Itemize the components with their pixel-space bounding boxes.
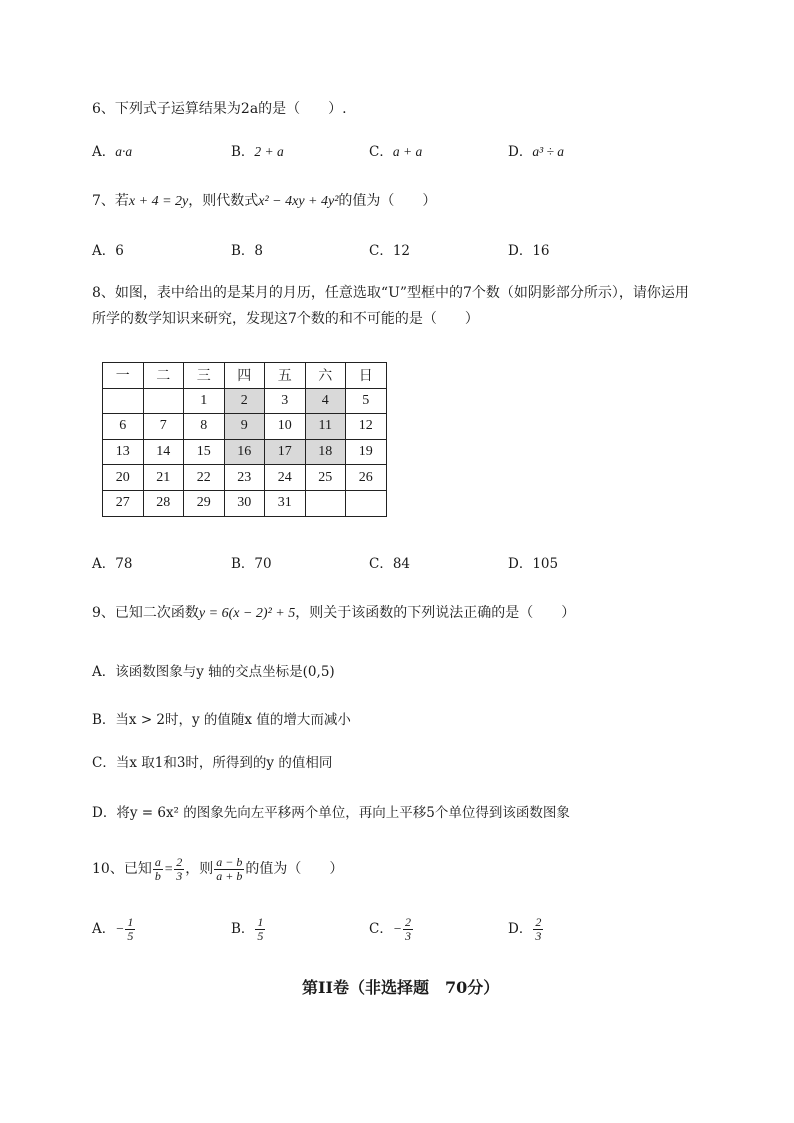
calendar-day-cell: 1 (184, 388, 225, 414)
calendar-header-row (103, 363, 387, 389)
calendar-header-cell: 一 (103, 363, 144, 389)
q6-option-d[interactable]: D．a³ ÷ a (508, 144, 565, 160)
calendar-day-cell: 12 (346, 414, 387, 440)
q10-stem: 10、已知 $\frac{a}{b}$ = $\frac{2}{3}$ ，则 $\frac{a - b}{a + b}$ 的值为（ ） (92, 854, 344, 883)
q9-option-c[interactable]: C．当x 取1和3时，所得到的y 的值相同 (92, 755, 333, 771)
calendar-header-cell: 日 (346, 363, 387, 389)
calendar-week-row (103, 490, 387, 516)
calendar-week-row (103, 414, 387, 440)
q7-expression: x² − 4xy + 4y² (258, 194, 339, 209)
calendar-day-cell: 21 (143, 465, 184, 491)
q10-given-fraction-left: $\frac{a}{b}$ (154, 854, 161, 883)
calendar-table (102, 362, 387, 517)
calendar-day-cell: 2 (224, 388, 265, 414)
calendar-day-cell: 28 (143, 490, 184, 516)
q8-stem-line1: 8、如图，表中给出的是某月的月历，任意选取“U”型框中的7个数（如阴影部分所示），请你运用 (92, 285, 689, 301)
q7-condition: x + 4 = 2y (128, 194, 189, 209)
calendar-day-cell: 27 (103, 490, 144, 516)
q10-option-a[interactable]: A．− $\frac{1}{5}$ (92, 915, 134, 943)
calendar-day-cell: 31 (265, 490, 306, 516)
q10-option-c[interactable]: C．− $\frac{2}{3}$ (369, 915, 411, 943)
calendar-week-row (103, 465, 387, 491)
calendar-day-cell: 7 (143, 414, 184, 440)
calendar-day-cell: 30 (224, 490, 265, 516)
calendar-day-cell: 18 (305, 439, 346, 465)
q8-option-b[interactable]: B．70 (231, 556, 272, 572)
q9-stem: 9、已知二次函数y = 6(x − 2)² + 5，则关于该函数的下列说法正确的是（ ） (92, 605, 576, 621)
q10-ask-fraction: $\frac{a - b}{a + b}$ (216, 854, 243, 883)
calendar-header-cell: 五 (265, 363, 306, 389)
calendar-day-cell (346, 490, 387, 516)
calendar-header-cell: 六 (305, 363, 346, 389)
q6-stem: 6、下列式子运算结果为2a的是（ ）. (92, 101, 347, 117)
calendar-day-cell: 16 (224, 439, 265, 465)
calendar-day-cell: 6 (103, 414, 144, 440)
q10-option-b[interactable]: B． $\frac{1}{5}$ (231, 915, 264, 943)
q8-stem-line2: 所学的数学知识来研究，发现这7个数的和不可能的是（ ） (92, 311, 479, 327)
q8-option-d[interactable]: D．105 (508, 556, 559, 572)
calendar-day-cell: 25 (305, 465, 346, 491)
calendar-day-cell: 5 (346, 388, 387, 414)
q7-option-a[interactable]: A．6 (92, 243, 124, 259)
q7-stem: 7、若x + 4 = 2y，则代数式x² − 4xy + 4y²的值为（ ） (92, 193, 437, 209)
calendar-week-row (103, 439, 387, 465)
q9-option-a[interactable]: A．该函数图象与y 轴的交点坐标是(0,5) (92, 664, 335, 680)
q10-given-fraction-right: $\frac{2}{3}$ (176, 854, 183, 883)
calendar-day-cell: 8 (184, 414, 225, 440)
calendar-day-cell: 17 (265, 439, 306, 465)
calendar-day-cell: 22 (184, 465, 225, 491)
calendar-table-wrap (102, 362, 387, 517)
calendar-day-cell: 4 (305, 388, 346, 414)
calendar-day-cell: 13 (103, 439, 144, 465)
calendar-day-cell: 11 (305, 414, 346, 440)
q9-option-d[interactable]: D．将y = 6x² 的图象先向左平移两个单位，再向上平移5个单位得到该函数图象 (92, 805, 570, 821)
q6-option-c[interactable]: C．a + a (369, 144, 423, 160)
q7-option-d[interactable]: D．16 (508, 243, 550, 259)
q6-option-a[interactable]: A．a·a (92, 144, 133, 160)
calendar-day-cell (305, 490, 346, 516)
q9-option-b[interactable]: B．当x > 2时，y 的值随x 值的增大而减小 (92, 712, 351, 728)
calendar-day-cell: 20 (103, 465, 144, 491)
calendar-day-cell: 29 (184, 490, 225, 516)
calendar-week-row (103, 388, 387, 414)
calendar-header-cell: 三 (184, 363, 225, 389)
q6-option-b[interactable]: B．2 + a (231, 144, 284, 160)
calendar-day-cell: 3 (265, 388, 306, 414)
q7-option-b[interactable]: B．8 (231, 243, 264, 259)
calendar-day-cell: 15 (184, 439, 225, 465)
calendar-day-cell: 9 (224, 414, 265, 440)
calendar-header-cell: 四 (224, 363, 265, 389)
calendar-day-cell (103, 388, 144, 414)
calendar-header-cell: 二 (143, 363, 184, 389)
calendar-day-cell: 26 (346, 465, 387, 491)
section-title: 第II卷（非选择题 70分） (302, 978, 500, 997)
q9-function: y = 6(x − 2)² + 5 (198, 606, 296, 621)
calendar-day-cell: 10 (265, 414, 306, 440)
calendar-day-cell: 19 (346, 439, 387, 465)
q8-option-a[interactable]: A．78 (92, 556, 133, 572)
calendar-day-cell (143, 388, 184, 414)
calendar-day-cell: 14 (143, 439, 184, 465)
q8-option-c[interactable]: C．84 (369, 556, 411, 572)
q10-option-d[interactable]: D． $\frac{2}{3}$ (508, 915, 542, 943)
calendar-day-cell: 23 (224, 465, 265, 491)
q7-option-c[interactable]: C．12 (369, 243, 411, 259)
calendar-day-cell: 24 (265, 465, 306, 491)
